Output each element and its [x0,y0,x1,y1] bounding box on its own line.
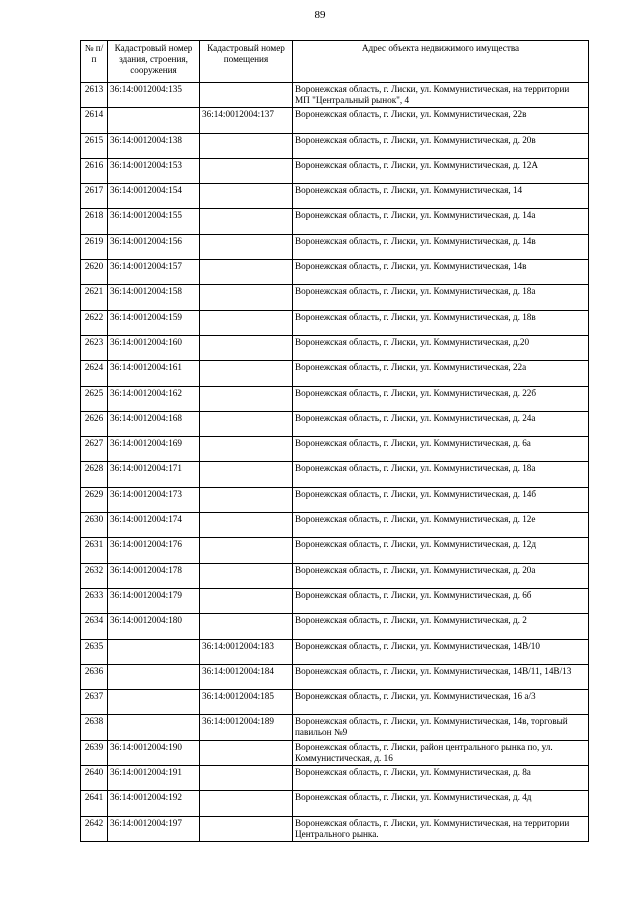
building-cadastral-cell: 36:14:0012004:159 [108,310,200,335]
row-number-cell: 2615 [81,133,108,158]
table-header-row [81,41,589,83]
header-building-cadastral: Кадастровый номер здания, строения, сооружения [108,41,200,83]
address-cell: Воронежская область, г. Лиски, ул. Коммунистическая, д. 20в [293,133,589,158]
premise-cadastral-cell [200,791,293,816]
building-cadastral-cell: 36:14:0012004:174 [108,513,200,538]
premise-cadastral-cell [200,563,293,588]
premise-cadastral-cell [200,310,293,335]
building-cadastral-cell: 36:14:0012004:190 [108,740,200,765]
table-row [81,766,589,791]
table-row [81,234,589,259]
page-number: 89 [314,9,326,21]
building-cadastral-cell: 36:14:0012004:158 [108,285,200,310]
row-number-cell: 2642 [81,816,108,841]
address-cell: Воронежская область, г. Лиски, ул. Коммунистическая, д.20 [293,335,589,360]
premise-cadastral-cell: 36:14:0012004:184 [200,664,293,689]
row-number-cell: 2614 [81,108,108,133]
address-cell: Воронежская область, г. Лиски, ул. Коммунистическая, д. 20а [293,563,589,588]
table-row [81,588,589,613]
address-cell: Воронежская область, г. Лиски, ул. Коммунистическая, 14 [293,184,589,209]
premise-cadastral-cell [200,766,293,791]
building-cadastral-cell: 36:14:0012004:168 [108,411,200,436]
address-cell: Воронежская область, г. Лиски, ул. Коммунистическая, д. 14а [293,209,589,234]
address-cell: Воронежская область, г. Лиски, ул. Коммунистическая, д. 2 [293,614,589,639]
row-number-cell: 2639 [81,740,108,765]
address-cell: Воронежская область, г. Лиски, ул. Коммунистическая, д. 18а [293,462,589,487]
building-cadastral-cell: 36:14:0012004:171 [108,462,200,487]
table-row [81,310,589,335]
building-cadastral-cell [108,664,200,689]
address-cell: Воронежская область, г. Лиски, ул. Коммунистическая, д. 8а [293,766,589,791]
building-cadastral-cell: 36:14:0012004:153 [108,158,200,183]
table-row [81,740,589,765]
address-cell: Воронежская область, г. Лиски, ул. Коммунистическая, 14в, торговый павильон №9 [293,715,589,740]
row-number-cell: 2630 [81,513,108,538]
building-cadastral-cell: 36:14:0012004:197 [108,816,200,841]
address-cell: Воронежская область, г. Лиски, ул. Коммунистическая, 22а [293,361,589,386]
table-row [81,83,589,108]
table-row [81,209,589,234]
building-cadastral-cell: 36:14:0012004:156 [108,234,200,259]
building-cadastral-cell: 36:14:0012004:157 [108,260,200,285]
premise-cadastral-cell [200,462,293,487]
row-number-cell: 2626 [81,411,108,436]
row-number-cell: 2635 [81,639,108,664]
premise-cadastral-cell [200,184,293,209]
address-cell: Воронежская область, г. Лиски, ул. Коммунистическая, д. 18а [293,285,589,310]
row-number-cell: 2613 [81,83,108,108]
building-cadastral-cell: 36:14:0012004:161 [108,361,200,386]
table-body [81,83,589,842]
header-address: Адрес объекта недвижимого имущества [293,41,589,83]
building-cadastral-cell: 36:14:0012004:162 [108,386,200,411]
premise-cadastral-cell: 36:14:0012004:185 [200,690,293,715]
premise-cadastral-cell [200,816,293,841]
table-row [81,614,589,639]
address-cell: Воронежская область, г. Лиски, ул. Коммунистическая, д. 22б [293,386,589,411]
table-row [81,664,589,689]
address-cell: Воронежская область, г. Лиски, ул. Коммунистическая, на территории Центрального рынка. [293,816,589,841]
table-row [81,791,589,816]
row-number-cell: 2623 [81,335,108,360]
row-number-cell: 2619 [81,234,108,259]
premise-cadastral-cell [200,411,293,436]
header-row-number: № п/п [81,41,108,83]
premise-cadastral-cell: 36:14:0012004:137 [200,108,293,133]
address-cell: Воронежская область, г. Лиски, ул. Коммунистическая, 16 а/3 [293,690,589,715]
premise-cadastral-cell [200,285,293,310]
address-cell: Воронежская область, г. Лиски, ул. Коммунистическая, д. 12е [293,513,589,538]
premise-cadastral-cell [200,83,293,108]
row-number-cell: 2625 [81,386,108,411]
building-cadastral-cell: 36:14:0012004:154 [108,184,200,209]
row-number-cell: 2622 [81,310,108,335]
building-cadastral-cell: 36:14:0012004:178 [108,563,200,588]
address-cell: Воронежская область, г. Лиски, ул. Коммунистическая, д. 24а [293,411,589,436]
table-row [81,538,589,563]
building-cadastral-cell: 36:14:0012004:138 [108,133,200,158]
premise-cadastral-cell [200,740,293,765]
premise-cadastral-cell [200,614,293,639]
row-number-cell: 2621 [81,285,108,310]
table-row [81,411,589,436]
table-row [81,260,589,285]
building-cadastral-cell: 36:14:0012004:179 [108,588,200,613]
building-cadastral-cell: 36:14:0012004:173 [108,487,200,512]
table-row [81,133,589,158]
row-number-cell: 2629 [81,487,108,512]
address-cell: Воронежская область, г. Лиски, ул. Коммунистическая, д. 6б [293,588,589,613]
premise-cadastral-cell [200,513,293,538]
building-cadastral-cell: 36:14:0012004:192 [108,791,200,816]
premise-cadastral-cell [200,487,293,512]
premise-cadastral-cell: 36:14:0012004:183 [200,639,293,664]
address-cell: Воронежская область, г. Лиски, ул. Коммунистическая, д. 12д [293,538,589,563]
row-number-cell: 2617 [81,184,108,209]
table-row [81,462,589,487]
building-cadastral-cell: 36:14:0012004:155 [108,209,200,234]
table-row [81,513,589,538]
row-number-cell: 2616 [81,158,108,183]
row-number-cell: 2640 [81,766,108,791]
row-number-cell: 2624 [81,361,108,386]
premise-cadastral-cell [200,386,293,411]
table-row [81,437,589,462]
address-cell: Воронежская область, г. Лиски, ул. Коммунистическая, 14В/10 [293,639,589,664]
building-cadastral-cell: 36:14:0012004:180 [108,614,200,639]
table-row [81,108,589,133]
table-row [81,639,589,664]
row-number-cell: 2633 [81,588,108,613]
address-cell: Воронежская область, г. Лиски, ул. Коммунистическая, на территории МП "Центральный рынок", 4 [293,83,589,108]
table-row [81,816,589,841]
row-number-cell: 2618 [81,209,108,234]
header-premise-cadastral: Кадастровый номер помещения [200,41,293,83]
row-number-cell: 2620 [81,260,108,285]
row-number-cell: 2628 [81,462,108,487]
table-row [81,690,589,715]
table-row [81,487,589,512]
premise-cadastral-cell [200,133,293,158]
address-cell: Воронежская область, г. Лиски, ул. Коммунистическая, д. 18в [293,310,589,335]
row-number-cell: 2637 [81,690,108,715]
row-number-cell: 2636 [81,664,108,689]
table-row [81,158,589,183]
table-row [81,361,589,386]
premise-cadastral-cell [200,588,293,613]
row-number-cell: 2634 [81,614,108,639]
address-cell: Воронежская область, г. Лиски, район центрального рынка по, ул. Коммунистическая, д. 16 [293,740,589,765]
address-cell: Воронежская область, г. Лиски, ул. Коммунистическая, д. 6а [293,437,589,462]
building-cadastral-cell: 36:14:0012004:191 [108,766,200,791]
building-cadastral-cell [108,690,200,715]
table-row [81,386,589,411]
row-number-cell: 2631 [81,538,108,563]
premise-cadastral-cell [200,209,293,234]
building-cadastral-cell [108,715,200,740]
premise-cadastral-cell: 36:14:0012004:189 [200,715,293,740]
premise-cadastral-cell [200,437,293,462]
table-row [81,285,589,310]
address-cell: Воронежская область, г. Лиски, ул. Коммунистическая, 14В/11, 14В/13 [293,664,589,689]
building-cadastral-cell: 36:14:0012004:135 [108,83,200,108]
premise-cadastral-cell [200,335,293,360]
building-cadastral-cell: 36:14:0012004:176 [108,538,200,563]
table-row [81,715,589,740]
table-row [81,563,589,588]
property-registry-table [80,40,589,842]
address-cell: Воронежская область, г. Лиски, ул. Коммунистическая, 14в [293,260,589,285]
address-cell: Воронежская область, г. Лиски, ул. Коммунистическая, д. 4д [293,791,589,816]
table-row [81,184,589,209]
premise-cadastral-cell [200,361,293,386]
building-cadastral-cell: 36:14:0012004:160 [108,335,200,360]
building-cadastral-cell: 36:14:0012004:169 [108,437,200,462]
premise-cadastral-cell [200,234,293,259]
premise-cadastral-cell [200,538,293,563]
row-number-cell: 2638 [81,715,108,740]
building-cadastral-cell [108,108,200,133]
building-cadastral-cell [108,639,200,664]
address-cell: Воронежская область, г. Лиски, ул. Коммунистическая, д. 14б [293,487,589,512]
address-cell: Воронежская область, г. Лиски, ул. Коммунистическая, 22в [293,108,589,133]
address-cell: Воронежская область, г. Лиски, ул. Коммунистическая, д. 14в [293,234,589,259]
row-number-cell: 2632 [81,563,108,588]
address-cell: Воронежская область, г. Лиски, ул. Коммунистическая, д. 12А [293,158,589,183]
premise-cadastral-cell [200,260,293,285]
premise-cadastral-cell [200,158,293,183]
table-row [81,335,589,360]
row-number-cell: 2641 [81,791,108,816]
row-number-cell: 2627 [81,437,108,462]
